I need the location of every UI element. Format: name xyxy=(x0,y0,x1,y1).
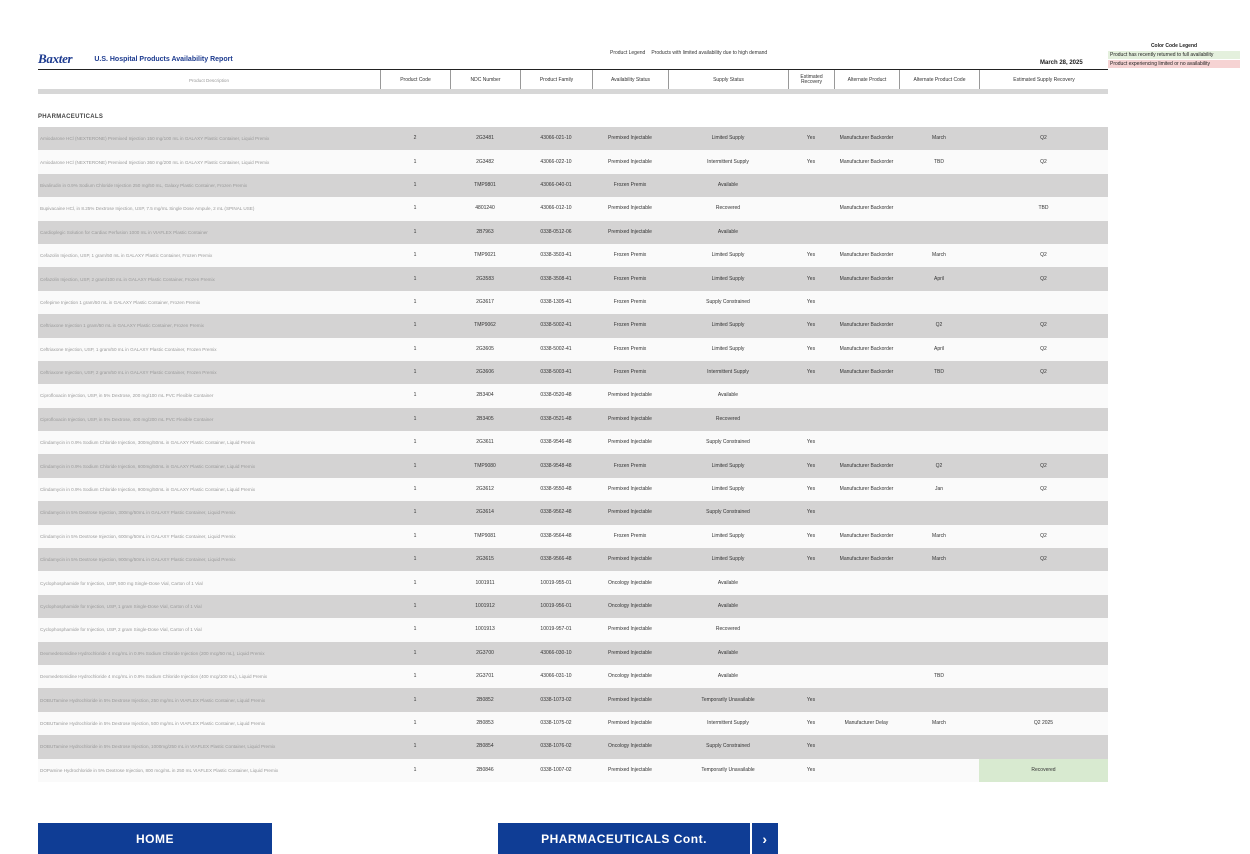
cell-family: 0338-5002-41 xyxy=(540,322,572,329)
col-header: Alternate Product Code xyxy=(899,70,979,90)
cell-fam: Premixed Injectable xyxy=(608,228,652,235)
cell-recovery: Manufacturer Backorder xyxy=(839,135,894,142)
cell-ndc: 1001911 xyxy=(475,579,495,586)
cell-status: Yes xyxy=(806,696,816,703)
col-header: Product Family xyxy=(520,70,592,90)
cell-desc: DOBUTamine Hydrochloride in 5% Dextrose Injection, 500 mg/mL in VIAFLEX Plastic Container, Liquid Premix xyxy=(40,720,266,726)
cell-fam: Premixed Injectable xyxy=(608,626,652,633)
cell-family: 10019-957-01 xyxy=(540,626,572,633)
table-row xyxy=(38,571,1108,594)
cell-ndc: 2G3701 xyxy=(476,673,494,680)
product-legend xyxy=(610,50,801,56)
cell-desc: Ceftriaxone Injection, USP, 2 gram/50 mL in GALAXY Plastic Container, Frozen Premix xyxy=(40,370,217,376)
cell-fam: Premixed Injectable xyxy=(608,766,652,773)
col-header: NDC Number xyxy=(450,70,520,90)
cell-fam: Premixed Injectable xyxy=(608,556,652,563)
cell-status: Yes xyxy=(806,532,816,539)
cell-desc: Clindamycin in 5% Dextrose Injection, 300mg/50mL in GALAXY Plastic Container, Liquid Premix xyxy=(40,510,236,516)
cell-code: 1 xyxy=(413,439,417,446)
cell-eta: Q2 xyxy=(1040,275,1047,282)
cell-eta: Q2 xyxy=(1040,532,1047,539)
cell-avail: Intermittent Supply xyxy=(707,369,749,376)
cell-recovery: Manufacturer Backorder xyxy=(839,556,894,563)
cell-fam: Premixed Injectable xyxy=(608,509,652,516)
cell-recovery: Manufacturer Delay xyxy=(844,719,889,726)
table-row xyxy=(38,525,1108,548)
table-row xyxy=(38,267,1108,290)
cell-ndc: 2B7963 xyxy=(476,228,494,235)
cell-avail: Limited Supply xyxy=(711,322,745,329)
cell-ndc: 2G3606 xyxy=(476,369,494,376)
cell-fam: Frozen Premix xyxy=(613,345,647,352)
cell-desc: Cyclophosphamide for Injection, USP, 2 gram Single-Dose Vial, Carton of 1 Vial xyxy=(40,627,202,633)
cell-alt: TBD xyxy=(934,158,944,165)
cell-avail: Limited Supply xyxy=(711,532,745,539)
cell-fam: Premixed Injectable xyxy=(608,696,652,703)
color-code-legend xyxy=(1108,43,1240,68)
cell-desc: Cyclophosphamide for Injection, USP, 1 gram Single-Dose Vial, Carton of 1 Vial xyxy=(40,604,202,609)
cell-family: 0338-1076-02 xyxy=(540,743,572,750)
home-button[interactable]: HOME xyxy=(38,823,272,854)
cell-family: 0338-1305-41 xyxy=(540,298,572,305)
cell-status: Yes xyxy=(806,345,816,352)
cell-avail: Temporarily Unavailable xyxy=(701,696,755,703)
report-header xyxy=(38,52,1108,66)
cell-code: 1 xyxy=(413,298,417,305)
cell-family: 0338-0512-06 xyxy=(540,228,572,235)
cell-fam: Premixed Injectable xyxy=(608,392,652,399)
cell-fam: Premixed Injectable xyxy=(608,486,652,493)
cell-alt: Jan xyxy=(934,486,944,493)
table-row xyxy=(38,244,1108,267)
cell-avail: Intermittent Supply xyxy=(707,158,749,165)
cell-alt: March xyxy=(932,135,946,142)
cell-alt: March xyxy=(932,719,946,726)
col-header: Availability Status xyxy=(592,70,668,90)
cell-fam: Oncology Injectable xyxy=(608,673,652,680)
cell-desc: Bupivacaine HCl, in 8.25% Dextrose Injection, USP, 7.5 mg/mL Single Dose Ampule, 2 mL (SPINAL USE) xyxy=(40,206,255,212)
cell-code: 1 xyxy=(413,649,417,656)
cell-family: 43066-021-10 xyxy=(540,135,572,142)
cell-code: 1 xyxy=(413,462,417,469)
table-row xyxy=(38,665,1108,688)
table-row xyxy=(38,127,1108,150)
cell-family: 0338-9548-48 xyxy=(540,462,572,469)
pharmaceuticals-continued-button[interactable]: PHARMACEUTICALS Cont. xyxy=(498,823,750,854)
cell-family: 0338-9546-48 xyxy=(540,439,572,446)
cell-fam: Frozen Premix xyxy=(613,275,647,282)
col-header: Estimated Supply Recovery xyxy=(979,70,1108,90)
cell-desc: DOBUTamine Hydrochloride in 5% Dextrose Injection, 1000mg/250 mL in VIAFLEX Plastic Container, Liquid Premix xyxy=(40,744,276,750)
cell-fam: Premixed Injectable xyxy=(608,439,652,446)
cell-avail: Available xyxy=(717,649,739,656)
cell-code: 1 xyxy=(413,626,417,633)
cell-family: 0338-1073-02 xyxy=(540,696,572,703)
cell-recovery: Manufacturer Backorder xyxy=(839,486,894,493)
col-header: Product Description xyxy=(188,77,230,83)
header-divider-band xyxy=(38,89,1108,94)
table-row xyxy=(38,501,1108,524)
cell-status: Yes xyxy=(806,766,816,773)
cell-code: 1 xyxy=(413,181,417,188)
cell-avail: Supply Constrained xyxy=(706,509,750,516)
cell-ndc: 2B3404 xyxy=(476,392,494,399)
table-row xyxy=(38,408,1108,431)
cell-fam: Frozen Premix xyxy=(613,298,647,305)
cell-fam: Premixed Injectable xyxy=(608,649,652,656)
cell-recovery: Manufacturer Backorder xyxy=(839,158,894,165)
cell-desc: Clindamycin in 5% Dextrose Injection, 600mg/50mL in GALAXY Plastic Container, Liquid Premix xyxy=(40,533,236,539)
cell-ndc: 2G3700 xyxy=(476,649,494,656)
table-row xyxy=(38,712,1108,735)
table-row xyxy=(38,478,1108,501)
cell-fam: Premixed Injectable xyxy=(608,205,652,212)
cell-ndc: 2G3615 xyxy=(476,556,494,563)
cell-desc: Clindamycin in 5% Dextrose Injection, 900mg/50mL in GALAXY Plastic Container, Liquid Premix xyxy=(40,557,236,563)
cell-status: Yes xyxy=(806,743,816,750)
cell-code: 1 xyxy=(413,392,417,399)
cell-code: 1 xyxy=(413,673,417,680)
cell-fam: Premixed Injectable xyxy=(608,415,652,422)
cell-desc: Bivalirudin in 0.9% Sodium Chloride Injection 250 mg/50 mL, Galaxy Plastic Container, Frozen Premix xyxy=(40,182,248,188)
cell-code: 1 xyxy=(413,696,417,703)
cell-status: Yes xyxy=(806,369,816,376)
cell-fam: Premixed Injectable xyxy=(608,135,652,142)
cell-desc: Cefepime Injection 1 gram/50 mL in GALAXY Plastic Container, Frozen Premix xyxy=(40,299,201,305)
cell-code: 1 xyxy=(413,228,417,235)
cell-status: Yes xyxy=(806,556,816,563)
cell-fam: Premixed Injectable xyxy=(608,158,652,165)
color-legend-title: Color Code Legend xyxy=(1150,43,1198,49)
cell-desc: Ciprofloxacin Injection, USP, in 5% Dextrose, 400 mg/200 mL PVC Flexible Container xyxy=(40,416,214,422)
cell-eta: Q2 xyxy=(1040,135,1047,142)
cell-eta: Recovered xyxy=(979,759,1108,782)
cell-desc: Ceftriaxone Injection, USP, 1 gram/50 mL in GALAXY Plastic Container, Frozen Premix xyxy=(40,346,217,352)
cell-alt: April xyxy=(933,275,944,282)
cell-desc: Clindamycin in 0.9% Sodium Chloride Injection, 300mg/50mL in GALAXY Plastic Container, Liquid Premix xyxy=(40,440,255,446)
updated-date: March 28, 2025 xyxy=(1040,60,1083,66)
cell-fam: Frozen Premix xyxy=(613,369,647,376)
cell-status: Yes xyxy=(806,486,816,493)
cell-family: 10019-955-01 xyxy=(540,579,572,586)
cell-desc: Dexmedetomidine Hydrochloride 4 mcg/mL in 0.9% Sodium Chloride Injection (200 mcg/50 mL), Liquid Premix xyxy=(40,650,265,656)
cell-ndc: 2B0853 xyxy=(476,719,494,726)
cell-eta: Q2 xyxy=(1040,462,1047,469)
cell-avail: Limited Supply xyxy=(711,275,745,282)
cell-desc: DOPamine Hydrochloride in 5% Dextrose Injection, 800 mcg/mL in 250 mL VIAFLEX Plastic Container, Liquid Premix xyxy=(40,767,279,773)
cell-fam: Frozen Premix xyxy=(613,252,647,259)
cell-ndc: 2G3611 xyxy=(476,439,494,446)
cell-eta: Q2 xyxy=(1040,158,1047,165)
cell-avail: Available xyxy=(717,181,739,188)
cell-code: 1 xyxy=(413,509,417,516)
cell-desc: Amiodarone HCl (NEXTERONE) Premixed Injection 150 mg/100 mL in GALAXY Plastic Container, Liquid Premix xyxy=(40,136,270,142)
cell-family: 43066-031-10 xyxy=(540,673,572,680)
cell-desc: Cefazolin Injection, USP, 2 gram/100 mL in GALAXY Plastic Container, Frozen Premix xyxy=(40,276,215,282)
cell-avail: Supply Constrained xyxy=(706,743,750,750)
cell-family: 0338-9550-48 xyxy=(540,486,572,493)
cell-family: 0338-0520-48 xyxy=(540,392,572,399)
cell-family: 43066-022-10 xyxy=(540,158,572,165)
cell-avail: Recovered xyxy=(715,626,741,633)
cell-family: 43066-012-10 xyxy=(540,205,572,212)
baxter-logo: Baxter xyxy=(38,51,73,66)
cell-family: 0338-1007-02 xyxy=(540,766,572,773)
cell-ndc: 2G3617 xyxy=(476,298,494,305)
cell-ndc: 2G3612 xyxy=(476,486,494,493)
cell-code: 1 xyxy=(413,579,417,586)
cell-fam: Premixed Injectable xyxy=(608,719,652,726)
cell-family: 0338-0521-48 xyxy=(540,415,572,422)
cell-code: 1 xyxy=(413,252,417,259)
table-row xyxy=(38,150,1108,173)
cell-code: 1 xyxy=(413,322,417,329)
cell-family: 0338-3503-41 xyxy=(540,252,572,259)
cell-code: 1 xyxy=(413,415,417,422)
cell-ndc: 4801240 xyxy=(475,205,495,212)
cell-family: 0338-9566-48 xyxy=(540,556,572,563)
cell-code: 1 xyxy=(413,719,417,726)
cell-code: 2 xyxy=(413,135,417,142)
cell-code: 1 xyxy=(413,556,417,563)
cell-alt: Q2 xyxy=(935,462,943,469)
cell-ndc: 2G3614 xyxy=(476,509,494,516)
next-page-button[interactable]: › xyxy=(752,823,778,854)
cell-status: Yes xyxy=(806,322,816,329)
table-row xyxy=(38,197,1108,220)
cell-eta: Q2 2025 xyxy=(1033,719,1054,726)
cell-eta: Q2 xyxy=(1040,369,1047,376)
cell-code: 1 xyxy=(413,158,417,165)
cell-desc: Clindamycin in 0.9% Sodium Chloride Injection, 600mg/50mL in GALAXY Plastic Container, Liquid Premix xyxy=(40,463,255,469)
cell-ndc: 2G3482 xyxy=(476,158,494,165)
cell-eta: Q2 xyxy=(1040,556,1047,563)
cell-avail: Limited Supply xyxy=(711,345,745,352)
col-header: Product Code xyxy=(380,70,450,90)
cell-recovery: Manufacturer Backorder xyxy=(839,532,894,539)
cell-status: Yes xyxy=(806,509,816,516)
table-header xyxy=(38,69,1108,90)
cell-recovery: Manufacturer Backorder xyxy=(839,205,894,212)
cell-ndc: 1001912 xyxy=(475,603,495,609)
cell-recovery: Manufacturer Backorder xyxy=(839,369,894,376)
table-row xyxy=(38,291,1108,314)
cell-family: 0338-5002-41 xyxy=(540,345,572,352)
cell-fam: Frozen Premix xyxy=(613,462,647,469)
cell-avail: Limited Supply xyxy=(711,135,745,142)
cell-fam: Oncology Injectable xyxy=(608,603,652,609)
table-row xyxy=(38,384,1108,407)
cell-desc: DOBUTamine Hydrochloride in 5% Dextrose Injection, 250 mg/mL in VIAFLEX Plastic Container, Liquid Premix xyxy=(40,697,266,703)
cell-status: Yes xyxy=(806,252,816,259)
table-row xyxy=(38,314,1108,337)
cell-status: Yes xyxy=(806,158,816,165)
table-row xyxy=(38,431,1108,454)
cell-desc: Dexmedetomidine Hydrochloride 4 mcg/mL in 0.9% Sodium Chloride Injection (400 mcg/100 mL), Liquid Premix xyxy=(40,674,268,680)
cell-status: Yes xyxy=(806,275,816,282)
cell-fam: Frozen Premix xyxy=(613,322,647,329)
cell-eta: TBD xyxy=(1038,205,1049,212)
cell-avail: Available xyxy=(717,603,739,609)
cell-code: 1 xyxy=(413,766,417,773)
cell-desc: Ciprofloxacin Injection, USP, in 5% Dextrose, 200 mg/100 mL PVC Flexible Container xyxy=(40,393,214,399)
cell-ndc: TMP9080 xyxy=(474,462,496,469)
col-header: Alternate Product xyxy=(834,70,899,90)
cell-alt: March xyxy=(932,556,946,563)
cell-avail: Available xyxy=(717,392,739,399)
cell-avail: Limited Supply xyxy=(711,252,745,259)
cell-alt: Q2 xyxy=(935,322,943,329)
cell-ndc: TMP9081 xyxy=(474,532,496,539)
cell-eta: Q2 xyxy=(1040,322,1047,329)
table-row xyxy=(38,361,1108,384)
cell-ndc: 2B0846 xyxy=(476,766,494,773)
cell-alt: March xyxy=(932,532,946,539)
cell-fam: Oncology Injectable xyxy=(608,743,652,750)
cell-family: 10019-956-01 xyxy=(540,603,572,609)
cell-avail: Supply Constrained xyxy=(706,298,750,305)
cell-avail: Temporarily Unavailable xyxy=(701,766,755,773)
cell-family: 0338-9562-48 xyxy=(540,509,572,516)
cell-eta: Q2 xyxy=(1040,252,1047,259)
cell-ndc: 2B3405 xyxy=(476,415,494,422)
cell-recovery: Manufacturer Backorder xyxy=(839,252,894,259)
cell-family: 0338-3508-41 xyxy=(540,275,572,282)
table-row xyxy=(38,735,1108,758)
cell-desc: Cefazolin Injection, USP, 1 gram/50 mL in GALAXY Plastic Container, Frozen Premix xyxy=(40,253,213,259)
cell-ndc: 2B0854 xyxy=(476,743,494,750)
col-header: Estimated Recovery xyxy=(788,70,834,90)
cell-family: 43066-040-01 xyxy=(540,181,572,188)
table-row xyxy=(38,759,1108,782)
cell-status: Yes xyxy=(806,462,816,469)
cell-status: Yes xyxy=(806,719,816,726)
cell-avail: Available xyxy=(717,579,739,586)
cell-recovery: Manufacturer Backorder xyxy=(839,345,894,352)
cell-recovery: Manufacturer Backorder xyxy=(839,275,894,282)
cell-ndc: 2G3605 xyxy=(476,345,494,352)
col-header: Supply Status xyxy=(668,70,788,90)
section-title: PHARMACEUTICALS xyxy=(38,114,104,120)
product-table-body xyxy=(38,127,1108,782)
cell-alt: TBD xyxy=(934,369,944,376)
cell-code: 1 xyxy=(413,369,417,376)
cell-desc: Cardioplegic Solution for Cardiac Perfusion 1000 mL in VIAFLEX Plastic Container xyxy=(40,229,208,235)
legend-red: Product experiencing limited or no availability xyxy=(1108,60,1240,68)
cell-ndc: TMP9801 xyxy=(474,181,496,188)
cell-ndc: 1001913 xyxy=(475,626,495,633)
table-row xyxy=(38,595,1108,618)
cell-avail: Recovered xyxy=(715,415,741,422)
cell-code: 1 xyxy=(413,532,417,539)
cell-code: 1 xyxy=(413,603,417,609)
cell-avail: Available xyxy=(717,228,739,235)
cell-code: 1 xyxy=(413,743,417,750)
report-title: U.S. Hospital Products Availability Report xyxy=(94,55,233,63)
table-row xyxy=(38,454,1108,477)
table-row xyxy=(38,548,1108,571)
cell-eta: Q2 xyxy=(1040,486,1047,493)
cell-avail: Limited Supply xyxy=(711,556,745,563)
cell-family: 43066-030-10 xyxy=(540,649,572,656)
cell-avail: Supply Constrained xyxy=(706,439,750,446)
cell-ndc: 2B0852 xyxy=(476,696,494,703)
cell-fam: Frozen Premix xyxy=(613,532,647,539)
legend-green: Product has recently returned to full availability xyxy=(1108,51,1240,59)
product-legend-label: Product Legend xyxy=(610,50,646,56)
cell-recovery: Manufacturer Backorder xyxy=(839,462,894,469)
cell-family: 0338-9564-48 xyxy=(540,532,572,539)
table-row xyxy=(38,221,1108,244)
cell-family: 0338-5003-41 xyxy=(540,369,572,376)
table-row xyxy=(38,642,1108,665)
cell-avail: Available xyxy=(717,673,739,680)
cell-code: 1 xyxy=(413,205,417,212)
cell-family: 0338-1075-02 xyxy=(540,719,572,726)
table-row xyxy=(38,174,1108,197)
table-row xyxy=(38,618,1108,641)
cell-status: Yes xyxy=(806,135,816,142)
cell-desc: Clindamycin in 0.9% Sodium Chloride Injection, 900mg/50mL in GALAXY Plastic Container, Liquid Premix xyxy=(40,487,255,493)
cell-alt: March xyxy=(932,252,946,259)
cell-desc: Ceftriaxone Injection 1 gram/50 mL in GALAXY Plastic Container, Frozen Premix xyxy=(40,323,204,329)
cell-code: 1 xyxy=(413,275,417,282)
table-row xyxy=(38,688,1108,711)
cell-ndc: TMP9021 xyxy=(474,252,496,259)
cell-status: Yes xyxy=(806,298,816,305)
cell-ndc: 2G3481 xyxy=(476,135,494,142)
cell-avail: Limited Supply xyxy=(711,486,745,493)
cell-alt: April xyxy=(933,345,944,352)
cell-avail: Recovered xyxy=(715,205,741,212)
cell-avail: Limited Supply xyxy=(711,462,745,469)
cell-ndc: TMP9062 xyxy=(474,322,496,329)
cell-ndc: 2G3583 xyxy=(476,275,494,282)
cell-recovery: Manufacturer Backorder xyxy=(839,322,894,329)
cell-desc: Amiodarone HCl (NEXTERONE) Premixed Injection 360 mg/200 mL in GALAXY Plastic Container, Liquid Premix xyxy=(40,159,270,165)
cell-alt: TBD xyxy=(934,673,944,680)
cell-fam: Oncology Injectable xyxy=(608,579,652,586)
cell-code: 1 xyxy=(413,345,417,352)
cell-fam: Frozen Premix xyxy=(613,181,647,188)
cell-eta: Q2 xyxy=(1040,345,1047,352)
product-legend-text: Products with limited availability due to high demand xyxy=(651,50,768,56)
cell-avail: Intermittent Supply xyxy=(707,719,749,726)
cell-code: 1 xyxy=(413,486,417,493)
cell-status: Yes xyxy=(806,439,816,446)
table-row xyxy=(38,338,1108,361)
cell-desc: Cyclophosphamide for Injection, USP, 500 mg Single-Dose Vial, Carton of 1 Vial xyxy=(40,580,203,586)
